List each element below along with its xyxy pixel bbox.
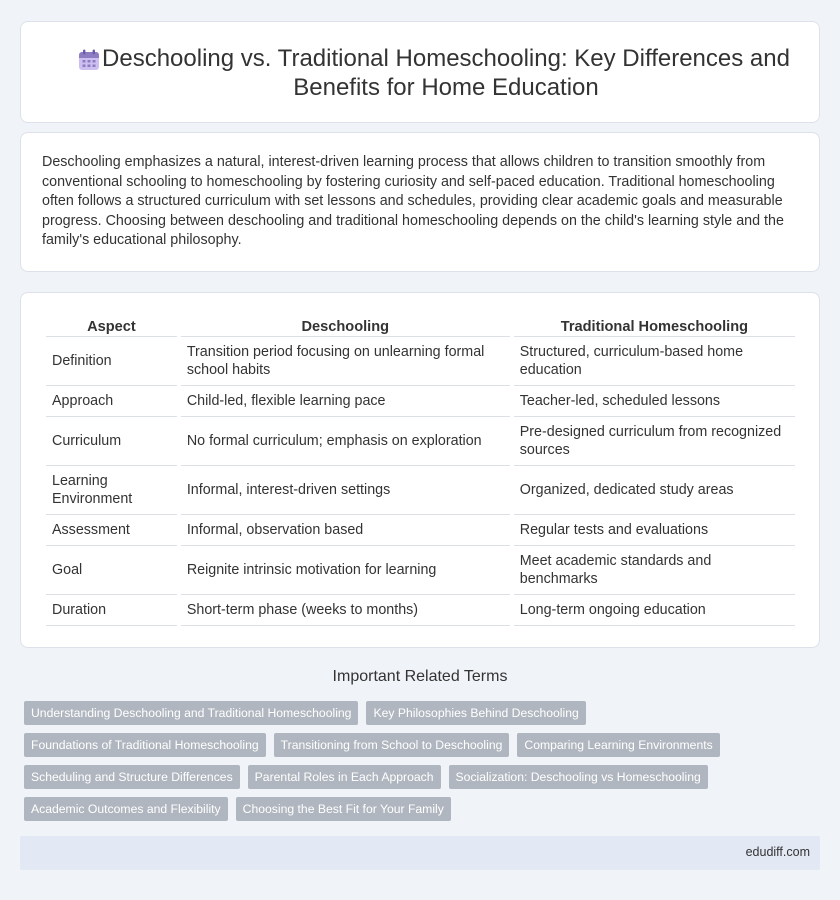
table-row [46, 466, 795, 515]
page-title: Deschooling vs. Traditional Homeschooling: Key Differences and Benefits for Home Education [102, 45, 790, 101]
table-cell-traditional: Structured, curriculum-based home education [514, 337, 795, 386]
related-term-tag[interactable]: Key Philosophies Behind Deschooling [366, 701, 585, 725]
tag-row [24, 765, 824, 789]
header-card [20, 21, 820, 123]
table-cell-traditional: Meet academic standards and benchmarks [514, 546, 795, 595]
table-row [46, 546, 795, 595]
table-cell-traditional: Regular tests and evaluations [514, 515, 795, 546]
comparison-card [20, 292, 820, 648]
table-cell-deschooling: Child-led, flexible learning pace [181, 386, 510, 417]
related-term-tag[interactable]: Comparing Learning Environments [517, 733, 719, 757]
table-cell-traditional: Organized, dedicated study areas [514, 466, 795, 515]
table-cell-deschooling: Informal, interest-driven settings [181, 466, 510, 515]
footer-site-link[interactable]: edudiff.com [745, 845, 810, 859]
table-cell-deschooling: Transition period focusing on unlearning formal school habits [181, 337, 510, 386]
tag-row [24, 797, 824, 821]
related-term-tag[interactable]: Socialization: Deschooling vs Homeschooling [449, 765, 708, 789]
column-header-deschooling: Deschooling [181, 315, 510, 337]
related-terms-list [24, 701, 824, 829]
table-cell-deschooling: No formal curriculum; emphasis on exploration [181, 417, 510, 466]
table-row [46, 417, 795, 466]
column-header-traditional: Traditional Homeschooling [514, 315, 795, 337]
table-cell-deschooling: Short-term phase (weeks to months) [181, 595, 510, 626]
column-header-aspect: Aspect [46, 315, 177, 337]
comparison-table [42, 315, 799, 626]
table-cell-traditional: Pre-designed curriculum from recognized sources [514, 417, 795, 466]
table-row [46, 595, 795, 626]
table-cell-aspect: Approach [46, 386, 177, 417]
footer-bar [20, 836, 820, 870]
table-row [46, 515, 795, 546]
table-cell-aspect: Definition [46, 337, 177, 386]
calendar-icon [77, 48, 101, 72]
intro-card [20, 132, 820, 272]
table-cell-traditional: Long-term ongoing education [514, 595, 795, 626]
table-cell-aspect: Learning Environment [46, 466, 177, 515]
related-term-tag[interactable]: Scheduling and Structure Differences [24, 765, 240, 789]
intro-paragraph: Deschooling emphasizes a natural, interest-driven learning process that allows children to transition smoothly from conventional schooling to homeschooling by fostering curiosity and self-paced education. Traditional homeschooling often follows a structured curriculum with set lessons and schedules, providing clear academic goals and measurable progress. Choosing between deschooling and traditional homeschooling depends on the child's learning style and the family's educational philosophy. [42, 154, 784, 248]
table-cell-deschooling: Informal, observation based [181, 515, 510, 546]
tag-row [24, 733, 824, 757]
table-row [46, 337, 795, 386]
table-cell-aspect: Duration [46, 595, 177, 626]
table-cell-aspect: Curriculum [46, 417, 177, 466]
related-term-tag[interactable]: Academic Outcomes and Flexibility [24, 797, 228, 821]
table-cell-aspect: Assessment [46, 515, 177, 546]
related-term-tag[interactable]: Parental Roles in Each Approach [248, 765, 441, 789]
table-header-row [46, 315, 795, 337]
related-term-tag[interactable]: Transitioning from School to Deschooling [274, 733, 510, 757]
related-terms-heading: Important Related Terms [332, 668, 508, 685]
tag-row [24, 701, 824, 725]
table-row [46, 386, 795, 417]
related-term-tag[interactable]: Understanding Deschooling and Traditional Homeschooling [24, 701, 358, 725]
table-cell-deschooling: Reignite intrinsic motivation for learning [181, 546, 510, 595]
table-cell-traditional: Teacher-led, scheduled lessons [514, 386, 795, 417]
title-wrap [61, 44, 799, 102]
table-cell-aspect: Goal [46, 546, 177, 595]
related-term-tag[interactable]: Foundations of Traditional Homeschooling [24, 733, 266, 757]
related-term-tag[interactable]: Choosing the Best Fit for Your Family [236, 797, 451, 821]
